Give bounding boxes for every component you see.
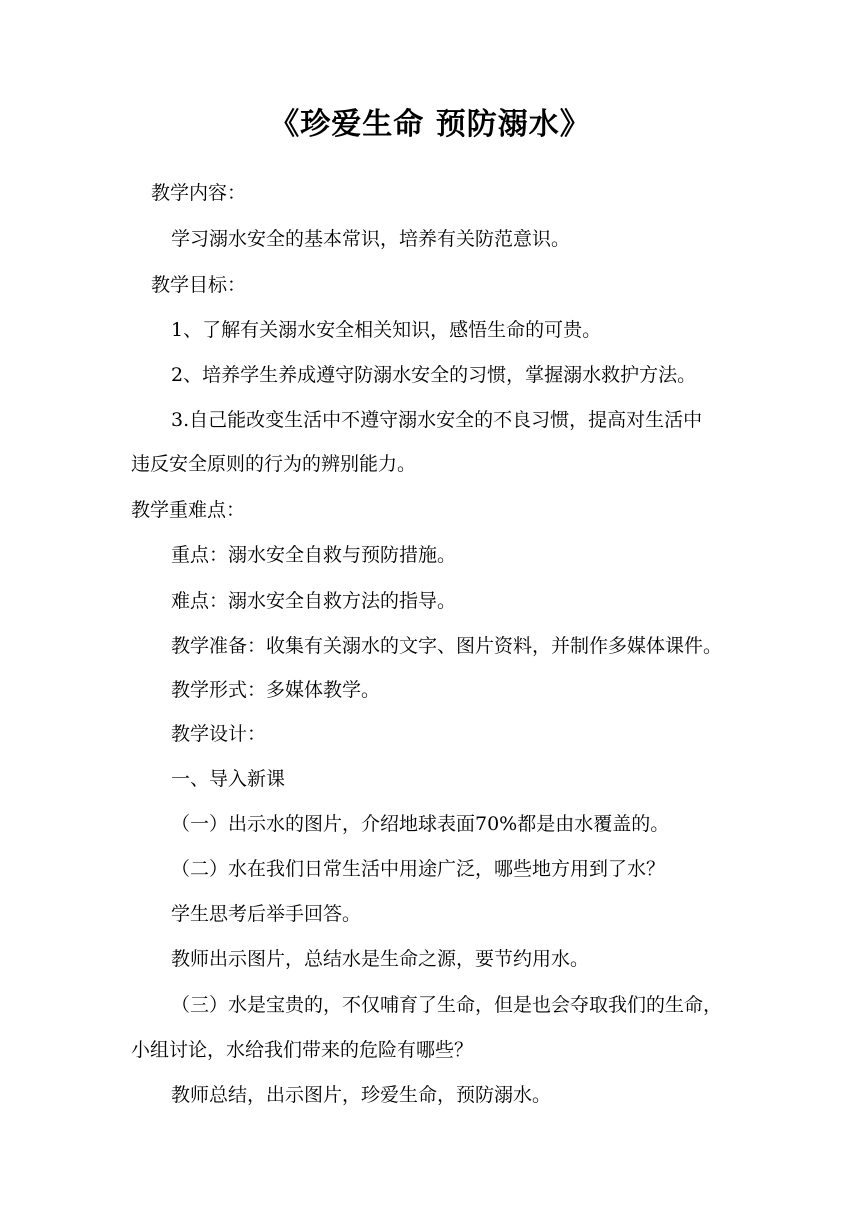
paragraph: 教师总结，出示图片，珍爱生命，预防溺水。: [171, 1084, 552, 1106]
paragraph: 教学形式：多媒体教学。: [171, 679, 381, 701]
section-heading-content: 教学内容：: [151, 182, 247, 204]
paragraph: 教学设计：: [171, 723, 267, 745]
paragraph: 教师出示图片，总结水是生命之源，要节约用水。: [171, 948, 590, 970]
paragraph: 一、导入新课: [171, 768, 286, 790]
paragraph-continued: 小组讨论，水给我们带来的危险有哪些？: [131, 1039, 474, 1061]
document-title: 《珍爱生命 预防溺水》: [269, 107, 591, 142]
objective-item: 3.自己能改变生活中不遵守溺水安全的不良习惯，提高对生活中: [171, 409, 703, 431]
paragraph: （二）水在我们日常生活中用途广泛，哪些地方用到了水？: [171, 858, 666, 880]
paragraph: 难点：溺水安全自救方法的指导。: [171, 590, 457, 612]
objective-item: 2、培养学生养成遵守防溺水安全的习惯，掌握溺水救护方法。: [171, 364, 697, 386]
objective-item: 1、了解有关溺水安全相关知识，感悟生命的可贵。: [171, 319, 602, 341]
paragraph: 教学准备：收集有关溺水的文字、图片资料，并制作多媒体课件。: [171, 635, 723, 657]
paragraph: 学习溺水安全的基本常识，培养有关防范意识。: [171, 228, 571, 250]
section-heading-key-points: 教学重难点：: [131, 499, 246, 521]
section-heading-objectives: 教学目标：: [151, 274, 247, 296]
paragraph: 重点：溺水安全自救与预防措施。: [171, 544, 457, 566]
paragraph: （三）水是宝贵的，不仅哺育了生命，但是也会夺取我们的生命，: [171, 994, 723, 1016]
paragraph: 学生思考后举手回答。: [171, 903, 362, 925]
objective-item-continued: 违反安全原则的行为的辨别能力。: [131, 453, 417, 475]
paragraph: （一）出示水的图片，介绍地球表面70%都是由水覆盖的。: [171, 813, 670, 835]
